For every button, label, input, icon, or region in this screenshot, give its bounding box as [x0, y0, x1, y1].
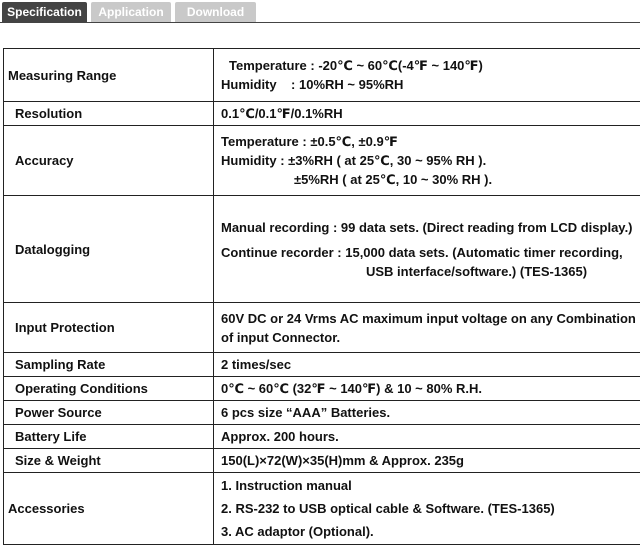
label-datalogging: Datalogging	[4, 196, 214, 303]
label-size-weight: Size & Weight	[4, 449, 214, 473]
row-power-source	[4, 401, 640, 425]
accessories-item-2: 2. RS-232 to USB optical cable & Software. (TES-1365)	[221, 499, 640, 518]
label-sampling-rate: Sampling Rate	[4, 353, 214, 377]
datalogging-usb: USB interface/software.) (TES-1365)	[221, 262, 640, 281]
row-measuring-range	[4, 49, 640, 102]
row-accessories	[4, 473, 640, 545]
value-size-weight: 150(L)×72(W)×35(H)mm & Approx. 235g	[214, 449, 640, 473]
tab-underline	[0, 22, 640, 23]
value-operating-conditions: 0℃ ~ 60℃ (32℉ ~ 140℉) & 10 ~ 80% R.H.	[214, 377, 640, 401]
accuracy-humidity-high: Humidity : ±3%RH ( at 25℃, 30 ~ 95% RH ).	[221, 151, 640, 170]
tab-download[interactable]: Download	[175, 2, 256, 22]
value-resolution: 0.1℃/0.1℉/0.1%RH	[214, 102, 640, 126]
label-resolution: Resolution	[4, 102, 214, 126]
input-protection-line-2: of input Connector.	[221, 328, 640, 347]
tab-application[interactable]: Application	[91, 2, 171, 22]
accuracy-humidity-low: ±5%RH ( at 25℃, 10 ~ 30% RH ).	[221, 170, 640, 189]
row-resolution	[4, 102, 640, 126]
value-measuring-range	[214, 49, 640, 102]
value-battery-life: Approx. 200 hours.	[214, 425, 640, 449]
row-battery-life	[4, 425, 640, 449]
row-size-weight	[4, 449, 640, 473]
measuring-range-temperature: Temperature : -20℃ ~ 60℃(-4℉ ~ 140℉)	[221, 56, 640, 75]
accessories-item-1: 1. Instruction manual	[221, 476, 640, 495]
value-input-protection	[214, 303, 640, 353]
value-power-source: 6 pcs size “AAA” Batteries.	[214, 401, 640, 425]
row-sampling-rate	[4, 353, 640, 377]
datalogging-continue: Continue recorder : 15,000 data sets. (Automatic timer recording,	[221, 243, 640, 262]
row-operating-conditions	[4, 377, 640, 401]
value-accessories	[214, 473, 640, 545]
row-input-protection	[4, 303, 640, 353]
value-accuracy	[214, 126, 640, 196]
label-battery-life: Battery Life	[4, 425, 214, 449]
label-input-protection: Input Protection	[4, 303, 214, 353]
row-datalogging	[4, 196, 640, 303]
value-sampling-rate: 2 times/sec	[214, 353, 640, 377]
label-accuracy: Accuracy	[4, 126, 214, 196]
tab-bar	[0, 0, 640, 23]
input-protection-line-1: 60V DC or 24 Vrms AC maximum input voltage on any Combination	[221, 309, 640, 328]
accuracy-temperature: Temperature : ±0.5℃, ±0.9℉	[221, 132, 640, 151]
row-accuracy	[4, 126, 640, 196]
measuring-range-humidity: Humidity : 10%RH ~ 95%RH	[221, 75, 640, 94]
accessories-item-3: 3. AC adaptor (Optional).	[221, 522, 640, 541]
datalogging-manual: Manual recording : 99 data sets. (Direct reading from LCD display.)	[221, 218, 640, 237]
spec-table	[3, 48, 640, 545]
label-measuring-range: Measuring Range	[4, 49, 214, 102]
value-datalogging	[214, 196, 640, 303]
label-operating-conditions: Operating Conditions	[4, 377, 214, 401]
label-power-source: Power Source	[4, 401, 214, 425]
label-accessories: Accessories	[4, 473, 214, 545]
tab-specification[interactable]: Specification	[2, 2, 87, 22]
